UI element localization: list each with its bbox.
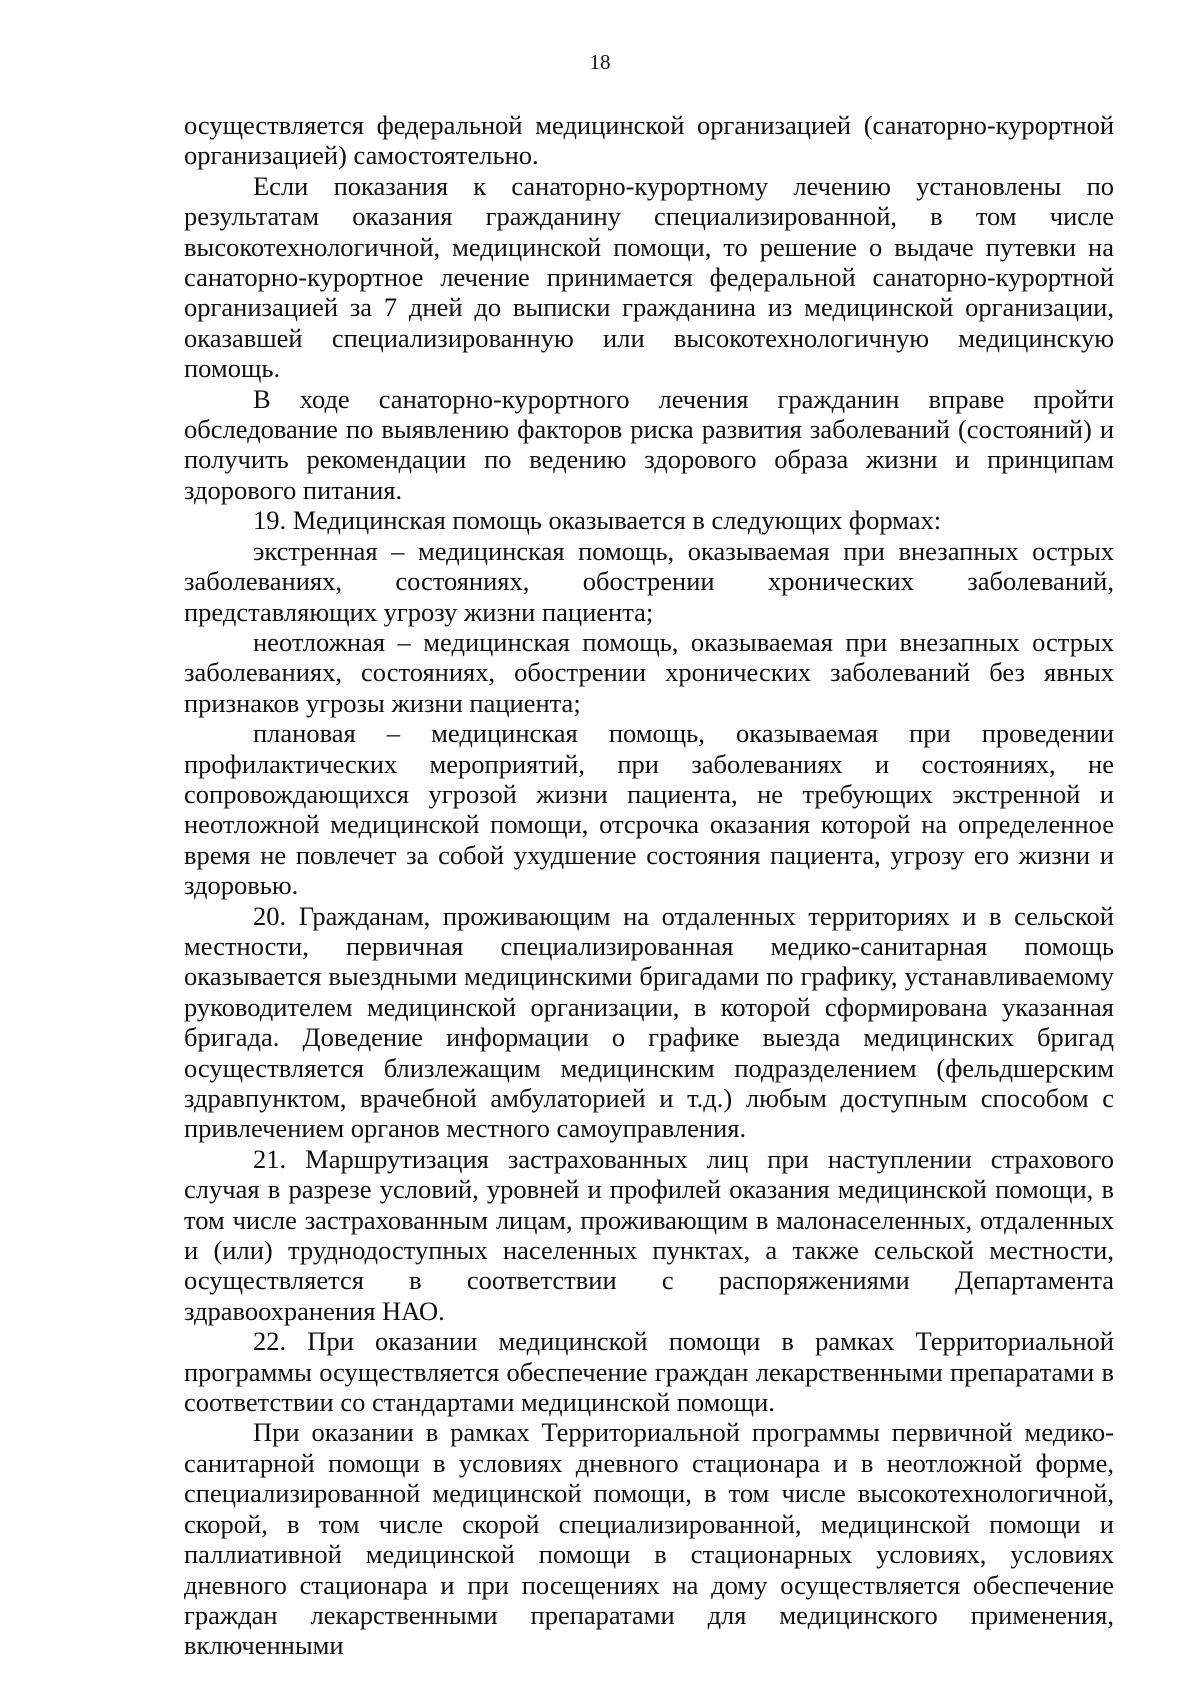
paragraph-item-21: 21. Маршрутизация застрахованных лиц при наступлении страхового случая в разрезе условий, уровней и профилей оказания медицинской помощи, в том числе застрахованным лицам, проживающим в малонаселенных, отдаленных и (или) труднодоступных населенных пунктах, а также сельской местности, осуществляется в соответствии с распоряжениями Департамента здравоохранения НАО. xyxy=(184,1143,1114,1326)
page-number: 18 xyxy=(589,50,611,74)
paragraph-sanatorium-examination: В ходе санаторно-курортного лечения гражданин вправе пройти обследование по выявлению факторов риска развития заболеваний (состояний) и получить рекомендации по ведению здорового образа жизни и принципам здорового питания. xyxy=(184,383,1114,505)
paragraph-item-20: 20. Гражданам, проживающим на отдаленных территориях и в сельской местности, первичная специализированная медико-санитарная помощь оказывается выездными медицинскими бригадами по графику, устанавливаемому руководителем медицинской организации, в которой сформирована указанная бригада. Доведение информации о графике выезда медицинских бригад осуществляется близлежащим медицинским подразделением (фельдшерским здравпунктом, врачебной амбулаторией и т.д.) любым доступным способом с привлечением органов местного самоуправления. xyxy=(184,900,1114,1144)
paragraph-item-22-continued: При оказании в рамках Территориальной программы первичной медико-санитарной помощи в условиях дневного стационара и в неотложной форме, специализированной медицинской помощи, в том числе высокотехнологичной, скорой, в том числе скорой специализированной, медицинской помощи и паллиативной медицинской помощи в стационарных условиях, условиях дневного стационара и при посещениях на дому осуществляется обеспечение граждан лекарственными препаратами для медицинского применения, включенными xyxy=(184,1417,1114,1661)
paragraph-continuation: осуществляется федеральной медицинской организацией (санаторно-курортной организацией) самостоятельно. xyxy=(184,110,1114,171)
paragraph-emergency-form: экстренная – медицинская помощь, оказываемая при внезапных острых заболеваниях, состояниях, обострении хронических заболеваний, представляющих угрозу жизни пациента; xyxy=(184,535,1114,627)
paragraph-item-22: 22. При оказании медицинской помощи в рамках Территориальной программы осуществляется обеспечение граждан лекарственными препаратами в соответствии со стандартами медицинской помощи. xyxy=(184,1326,1114,1418)
document-body xyxy=(184,110,1114,1661)
paragraph-urgent-form: неотложная – медицинская помощь, оказываемая при внезапных острых заболеваниях, состояниях, обострении хронических заболеваний без явных признаков угрозы жизни пациента; xyxy=(184,626,1114,718)
paragraph-sanatorium-indications: Если показания к санаторно-курортному лечению установлены по результатам оказания гражданину специализированной, в том числе высокотехнологичной, медицинской помощи, то решение о выдаче путевки на санаторно-курортное лечение принимается федеральной санаторно-курортной организацией за 7 дней до выписки гражданина из медицинской организации, оказавшей специализированную или высокотехнологичную медицинскую помощь. xyxy=(184,170,1114,384)
paragraph-planned-form: плановая – медицинская помощь, оказываемая при проведении профилактических мероприятий, при заболеваниях и состояниях, не сопровождающихся угрозой жизни пациента, не требующих экстренной и неотложной медицинской помощи, отсрочка оказания которой на определенное время не повлечет за собой ухудшение состояния пациента, угрозу его жизни и здоровью. xyxy=(184,718,1114,901)
paragraph-item-19: 19. Медицинская помощь оказывается в следующих формах: xyxy=(253,505,942,536)
